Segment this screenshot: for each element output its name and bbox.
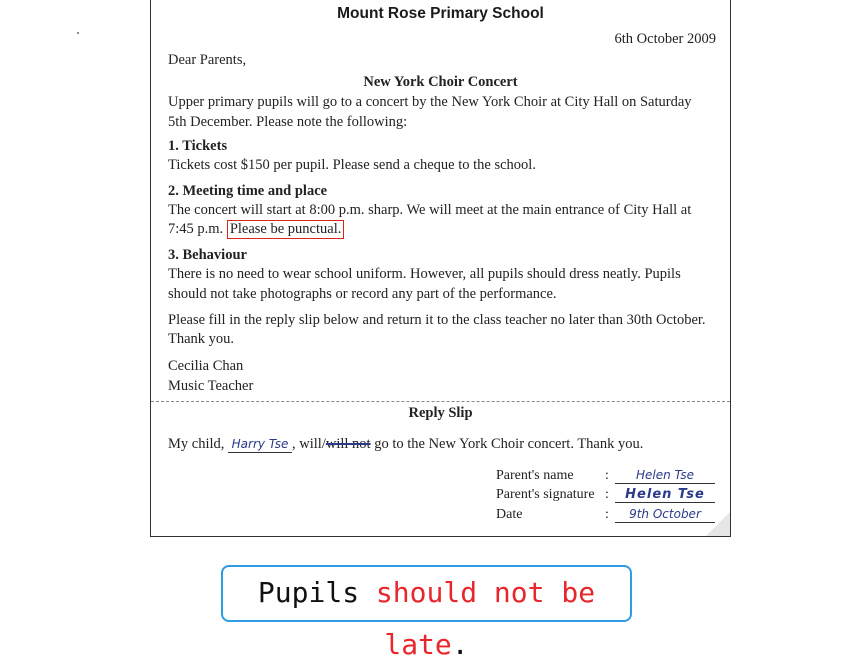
caption-box: [221, 565, 632, 661]
meeting-line-1: The concert will start at 8:00 p.m. sharp. We will meet at the main entrance of City Hall at: [168, 202, 692, 218]
reply-date-field: 9th October: [615, 507, 715, 523]
letter-date: 6th October 2009: [614, 31, 716, 47]
tickets-heading: 1. Tickets: [168, 138, 228, 154]
page-curl: [706, 512, 730, 536]
parent-signature-row: [496, 486, 715, 504]
will-not-struck: will not: [325, 436, 371, 452]
date-row: [496, 506, 715, 524]
parent-name-label: Parent's name: [496, 468, 574, 483]
tickets-text: Tickets cost $150 per pupil. Please send a cheque to the school.: [168, 157, 536, 173]
meeting-heading: 2. Meeting time and place: [168, 183, 328, 199]
letter-title: New York Choir Concert: [363, 74, 518, 90]
reply-date-colon: :: [605, 507, 609, 522]
behaviour-line-1: There is no need to wear school uniform. However, all pupils should dress neatly. Pupils: [168, 266, 681, 282]
caption-prefix: Pupils: [257, 576, 376, 609]
intro-line-2: 5th December. Please note the following:: [168, 114, 408, 130]
reply-child-line: [168, 435, 643, 455]
meeting-time-text: 7:45 p.m.: [168, 221, 224, 237]
school-letter: [150, 0, 731, 537]
meeting-line-2: [168, 220, 344, 240]
caption-highlight: should not be late: [375, 576, 596, 661]
reply-date-label: Date: [496, 507, 523, 522]
parent-name-field: Helen Tse: [615, 468, 715, 484]
stray-dot: [77, 32, 79, 34]
parent-signature-label: Parent's signature: [496, 487, 595, 502]
signer-name: Cecilia Chan: [168, 358, 244, 374]
child-name-field: Harry Tse: [228, 437, 292, 453]
parent-name-colon: :: [605, 468, 609, 483]
behaviour-line-2: should not take photographs or record any part of the performance.: [168, 286, 557, 302]
behaviour-heading: 3. Behaviour: [168, 247, 247, 263]
parent-signature-field: Helen Tse: [615, 487, 715, 503]
intro-line-1: Upper primary pupils will go to a concert by the New York Choir at City Hall on Saturday: [168, 94, 692, 110]
signer-title: Music Teacher: [168, 378, 254, 394]
punctual-highlight-box: Please be punctual.: [227, 220, 345, 239]
child-prefix: My child,: [168, 436, 225, 452]
will-label: , will/: [292, 436, 326, 452]
cut-line: [151, 401, 730, 402]
caption-suffix: .: [451, 628, 469, 661]
parent-signature-colon: :: [605, 487, 609, 502]
reply-slip-title: Reply Slip: [408, 405, 473, 421]
closing-line-1: Please fill in the reply slip below and return it to the class teacher no later than 30th October.: [168, 312, 706, 328]
parent-name-row: [496, 467, 715, 485]
salutation: Dear Parents,: [168, 52, 247, 68]
school-name: Mount Rose Primary School: [337, 5, 544, 22]
reply-rest: go to the New York Choir concert. Thank you.: [370, 436, 644, 452]
closing-line-2: Thank you.: [168, 331, 235, 347]
